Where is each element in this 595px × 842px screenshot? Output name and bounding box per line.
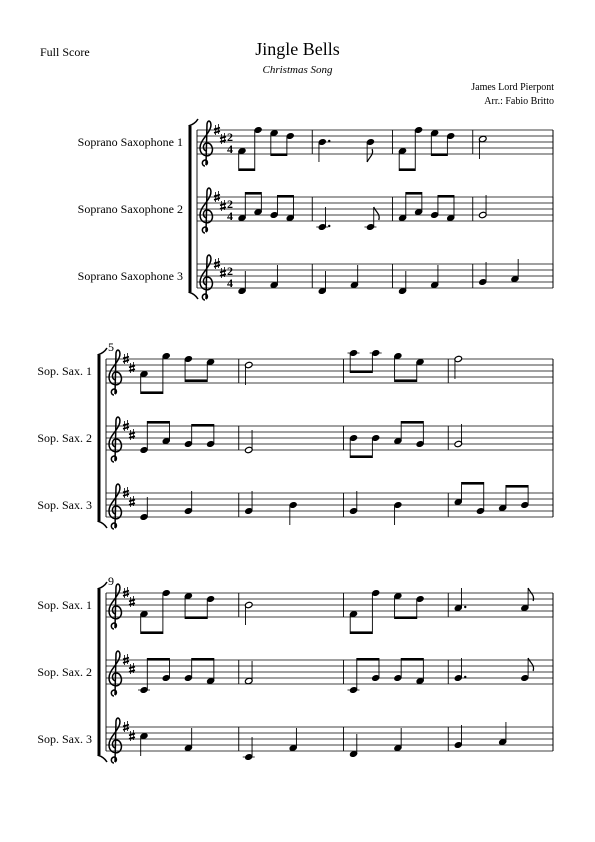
- beam: [406, 192, 422, 195]
- treble-clef-icon: [109, 651, 121, 696]
- sharp-bar: [123, 594, 129, 596]
- bracket-bottom-hook: [98, 521, 108, 528]
- staff-label: Sop. Sax. 2: [37, 665, 92, 679]
- treble-clef-icon: [109, 484, 121, 529]
- staff-label: Soprano Saxophone 1: [77, 135, 183, 149]
- time-sig-numerator: 2: [227, 130, 233, 144]
- staff-label: Sop. Sax. 2: [37, 431, 92, 445]
- sharp-bar: [129, 600, 135, 602]
- sharp-bar: [220, 207, 226, 209]
- sharp-bar: [129, 500, 135, 502]
- sharp-icon: [123, 420, 129, 431]
- sharp-bar: [129, 603, 135, 605]
- sharp-bar: [123, 661, 129, 663]
- sharp-icon: [123, 353, 129, 364]
- treble-clef-icon: [200, 255, 212, 300]
- score-subtitle: Christmas Song: [262, 64, 333, 76]
- full-score-label: Full Score: [40, 45, 90, 59]
- sharp-bar: [220, 204, 226, 206]
- sharp-bar: [214, 128, 220, 130]
- sharp-icon: [214, 191, 220, 202]
- sharp-icon: [123, 654, 129, 665]
- sharp-bar: [129, 433, 135, 435]
- beam: [395, 616, 417, 619]
- treble-clef-path: [109, 484, 121, 529]
- beam: [185, 379, 207, 382]
- sharp-bar: [214, 262, 220, 264]
- sharp-bar: [214, 195, 220, 197]
- bracket-top-hook: [98, 348, 108, 355]
- beam: [277, 195, 293, 198]
- sharp-icon: [123, 721, 129, 732]
- time-sig-numerator: 2: [227, 264, 233, 278]
- beam: [462, 482, 484, 485]
- sharp-bar: [220, 137, 226, 139]
- beam: [245, 192, 261, 195]
- sharp-bar: [123, 357, 129, 359]
- beam: [185, 616, 207, 619]
- beam: [239, 168, 255, 171]
- sharp-bar: [129, 737, 135, 739]
- sharp-bar: [123, 427, 129, 429]
- augmentation-dot: [464, 606, 466, 608]
- sharp-icon: [214, 124, 220, 135]
- sharp-bar: [129, 667, 135, 669]
- treble-clef-icon: [109, 584, 121, 629]
- staff-label: Soprano Saxophone 3: [77, 269, 183, 283]
- sharp-bar: [214, 198, 220, 200]
- time-sig-denominator: 4: [227, 142, 233, 156]
- beam: [271, 153, 287, 156]
- beam: [357, 658, 379, 661]
- treble-clef-path: [200, 255, 212, 300]
- measure-number: 5: [108, 340, 114, 354]
- staff-label: Soprano Saxophone 2: [77, 202, 183, 216]
- beam: [147, 421, 169, 424]
- beam: [141, 631, 163, 634]
- sharp-bar: [123, 725, 129, 727]
- treble-clef-path: [200, 121, 212, 166]
- note-flag: [367, 149, 372, 162]
- bracket-bottom-hook: [98, 755, 108, 762]
- sharp-bar: [129, 670, 135, 672]
- composer: James Lord Pierpont: [471, 82, 554, 93]
- treble-clef-path: [200, 188, 212, 233]
- treble-clef-icon: [109, 718, 121, 763]
- sharp-bar: [129, 436, 135, 438]
- sharp-bar: [123, 491, 129, 493]
- staff-label: Sop. Sax. 3: [37, 498, 92, 512]
- time-sig-numerator: 2: [227, 197, 233, 211]
- sharp-bar: [123, 591, 129, 593]
- treble-clef-icon: [200, 121, 212, 166]
- treble-clef-icon: [109, 417, 121, 462]
- sharp-bar: [123, 424, 129, 426]
- bracket-bottom-hook: [189, 292, 199, 299]
- sharp-bar: [214, 131, 220, 133]
- sharp-bar: [129, 369, 135, 371]
- sharp-bar: [123, 728, 129, 730]
- augmentation-dot: [464, 676, 466, 678]
- score-title: Jingle Bells: [255, 39, 340, 59]
- time-sig-denominator: 4: [227, 276, 233, 290]
- sharp-bar: [220, 140, 226, 142]
- beam: [399, 168, 415, 171]
- treble-clef-path: [109, 651, 121, 696]
- beam: [506, 485, 528, 488]
- bracket-top-hook: [189, 119, 199, 126]
- beam: [147, 658, 169, 661]
- bracket-top-hook: [98, 582, 108, 589]
- sharp-icon: [123, 587, 129, 598]
- beam: [141, 391, 163, 394]
- beam: [192, 424, 214, 427]
- sharp-bar: [220, 274, 226, 276]
- treble-clef-icon: [200, 188, 212, 233]
- sharp-bar: [129, 503, 135, 505]
- staff-label: Sop. Sax. 1: [37, 364, 92, 378]
- beam: [192, 658, 214, 661]
- sharp-icon: [220, 133, 226, 144]
- staff-label: Sop. Sax. 3: [37, 732, 92, 746]
- treble-clef-path: [109, 417, 121, 462]
- beam: [431, 153, 447, 156]
- treble-clef-path: [109, 350, 121, 395]
- sharp-icon: [214, 258, 220, 269]
- arranger: Arr.: Fabio Britto: [484, 96, 554, 107]
- sharp-bar: [129, 734, 135, 736]
- sharp-bar: [123, 360, 129, 362]
- beam: [395, 379, 417, 382]
- staff-label: Sop. Sax. 1: [37, 598, 92, 612]
- augmentation-dot: [328, 225, 330, 227]
- sharp-bar: [129, 366, 135, 368]
- sharp-icon: [220, 200, 226, 211]
- time-sig-denominator: 4: [227, 209, 233, 223]
- sharp-bar: [220, 271, 226, 273]
- treble-clef-icon: [109, 350, 121, 395]
- beam: [350, 370, 372, 373]
- beam: [401, 421, 423, 424]
- treble-clef-path: [109, 718, 121, 763]
- sharp-bar: [123, 658, 129, 660]
- beam: [350, 455, 372, 458]
- sharp-bar: [214, 265, 220, 267]
- sharp-bar: [123, 494, 129, 496]
- score-notation: [37, 119, 553, 763]
- beam: [401, 658, 423, 661]
- treble-clef-path: [109, 584, 121, 629]
- beam: [350, 631, 372, 634]
- sharp-icon: [123, 487, 129, 498]
- measure-number: 9: [108, 574, 114, 588]
- beam: [438, 195, 454, 198]
- augmentation-dot: [328, 140, 330, 142]
